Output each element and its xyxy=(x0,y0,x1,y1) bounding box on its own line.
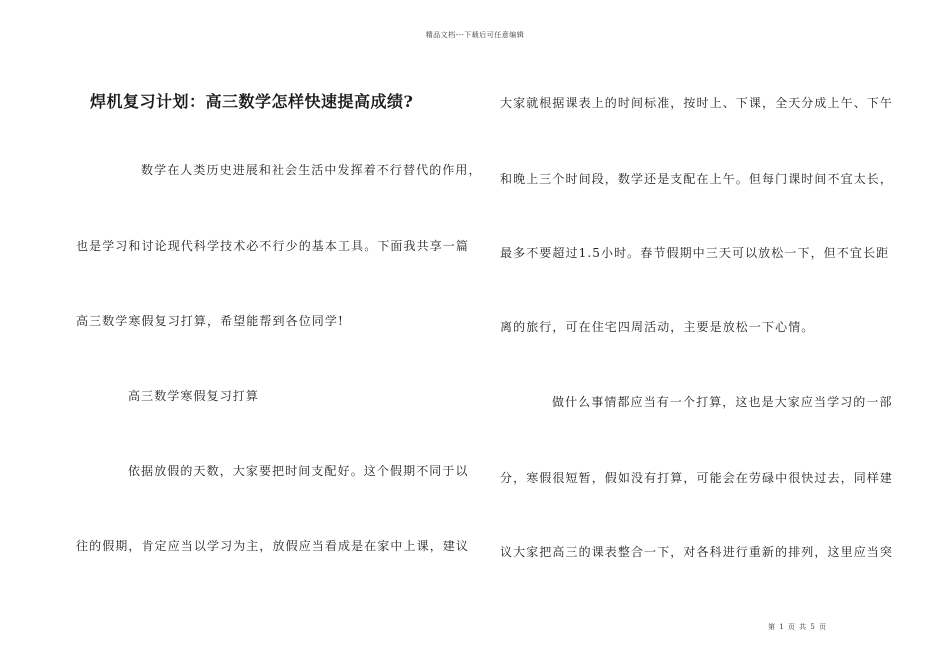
text-line: 高三数学寒假复习打算，希望能帮到各位同学! xyxy=(76,314,344,328)
text-line: 也是学习和讨论现代科学技术必不行少的基本工具。下面我共享一篇 xyxy=(76,239,470,253)
text-line: 最多不要超过1.5小时。春节假期中三天可以放松一下，但不宜长距 xyxy=(500,246,890,260)
text-line: 做什么事情都应当有一个打算，这也是大家应当学习的一部 xyxy=(552,395,893,409)
header-note: 精品文档---下载后可任意编辑 xyxy=(425,31,525,39)
text-line: 数学在人类历史进展和社会生活中发挥着不行替代的作用， xyxy=(141,163,482,177)
text-line: 离的旅行，可在住宅四周活动，主要是放松一下心情。 xyxy=(500,320,815,334)
text-line: 和晚上三个时间段，数学还是支配在上午。但每门课时间不宜太长， xyxy=(500,172,894,186)
page-title: 焊机复习计划：高三数学怎样快速提高成绩? xyxy=(90,92,414,111)
section-heading: 高三数学寒假复习打算 xyxy=(128,389,260,403)
text-line: 分，寒假很短暂，假如没有打算，可能会在劳碌中很快过去，同样建 xyxy=(500,471,894,485)
page-number: 第 1 页 共 5 页 xyxy=(768,623,828,631)
text-line: 往的假期，肯定应当以学习为主，放假应当看成是在家中上课，建议 xyxy=(76,539,470,553)
text-line: 大家就根据课表上的时间标准，按时上、下课，全天分成上午、下午 xyxy=(500,96,894,110)
text-line: 依据放假的天数，大家要把时间支配好。这个假期不同于以 xyxy=(128,464,469,478)
text-line: 议大家把高三的课表整合一下，对各科进行重新的排列，这里应当突 xyxy=(500,545,894,559)
